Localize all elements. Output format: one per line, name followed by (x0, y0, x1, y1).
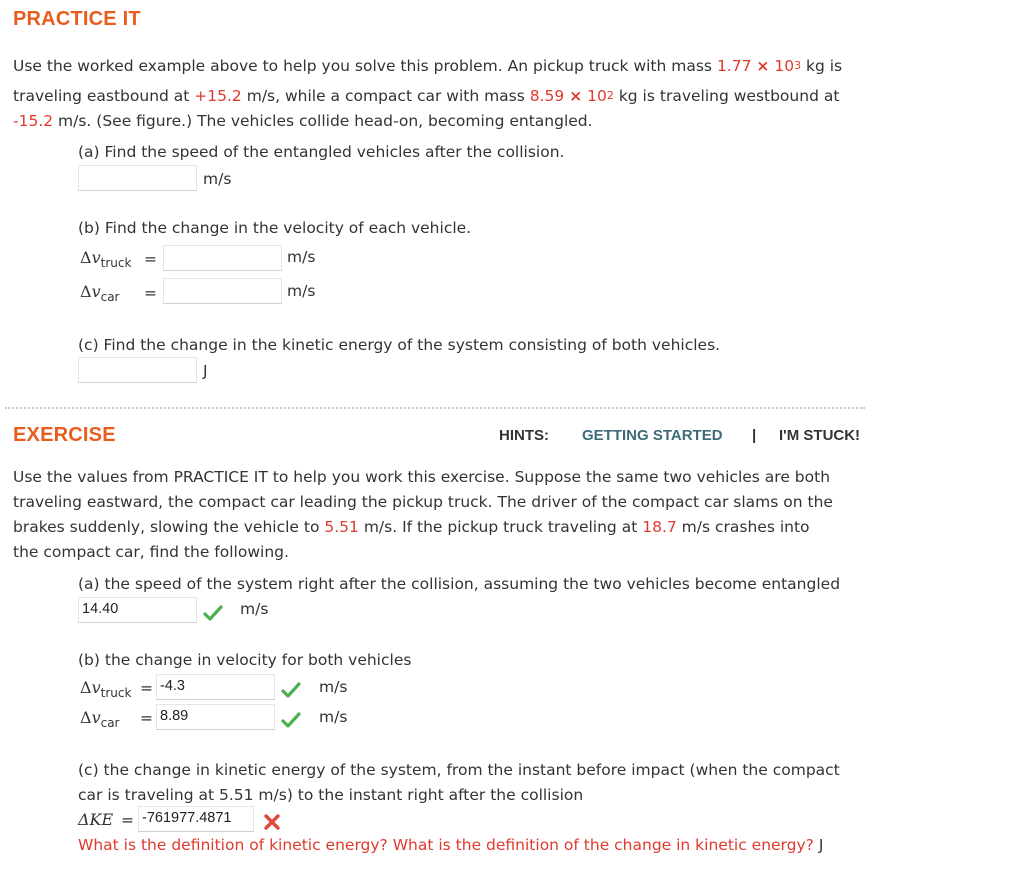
intro-text: kg is (801, 57, 843, 75)
exercise-delta-v-truck-input[interactable]: -4.3 (156, 674, 275, 700)
hints-separator: | (752, 427, 757, 444)
truck-speed: 18.7 (642, 518, 677, 536)
cross-icon (262, 812, 282, 832)
exercise-part-a-input[interactable]: 14.40 (78, 597, 197, 623)
car-velocity: -15.2 (13, 112, 54, 130)
practice-part-b-prompt: (b) Find the change in the velocity of each vehicle. (78, 219, 472, 237)
hints-label: HINTS: (499, 427, 549, 444)
equals-sign: = (140, 709, 153, 727)
practice-delta-v-car-unit: m/s (287, 282, 316, 300)
practice-intro-line-1 (13, 54, 842, 81)
practice-part-c-prompt: (c) Find the change in the kinetic energy of the system consisting of both vehicles. (78, 336, 721, 354)
car-speed: 5.51 (324, 518, 359, 536)
equals-sign: = (121, 811, 134, 829)
exercise-heading: EXERCISE (13, 424, 116, 446)
truck-velocity: +15.2 (194, 87, 242, 105)
practice-intro-line-3: -15.2 m/s. (See figure.) The vehicles collide head-on, becoming entangled. (13, 112, 593, 130)
practice-part-a-input[interactable] (78, 165, 197, 191)
exercise-part-c-input[interactable]: -761977.4871 (138, 806, 254, 832)
feedback-message: What is the definition of kinetic energy? What is the definition of the change in kinetic energy? (78, 836, 814, 854)
exercise-part-c-prompt-line-1: (c) the change in kinetic energy of the system, from the instant before impact (when the compact (78, 761, 840, 779)
car-mass: $8.59 \times 10^2$ (529, 87, 614, 105)
equals-sign: = (140, 679, 153, 697)
practice-part-a-unit: m/s (203, 170, 232, 188)
checkmark-icon (203, 604, 223, 622)
practice-delta-v-car-input[interactable] (163, 278, 282, 304)
equals-sign: = (144, 284, 157, 302)
im-stuck-link[interactable]: I'M STUCK! (779, 427, 861, 444)
exercise-part-c-unit: J (818, 836, 824, 854)
getting-started-link[interactable]: GETTING STARTED (582, 427, 723, 444)
checkmark-icon (281, 711, 301, 729)
exercise-intro-line-2: traveling eastward, the compact car leading the pickup truck. The driver of the compact car slams on the (13, 493, 833, 511)
exercise-part-b-prompt: (b) the change in velocity for both vehicles (78, 651, 412, 669)
practice-delta-v-truck-input[interactable] (163, 245, 282, 271)
intro-text: Use the worked example above to help you solve this problem. An pickup truck with mass (13, 57, 717, 75)
delta-ke-label: ΔKE (78, 810, 114, 829)
exercise-part-c-prompt-line-2: car is traveling at 5.51 m/s) to the instant right after the collision (78, 786, 584, 804)
checkmark-icon (281, 681, 301, 699)
exercise-delta-v-car-unit: m/s (319, 708, 348, 726)
delta-v-car-label: $\Delta v_{car}$ (80, 708, 120, 730)
delta-v-car-label: $\Delta v_{car}$ (80, 282, 120, 304)
delta-v-truck-label: $\Delta v_{truck}$ (80, 248, 132, 270)
exercise-intro-line-4: the compact car, find the following. (13, 543, 289, 561)
equals-sign: = (144, 250, 157, 268)
exercise-delta-v-car-input[interactable]: 8.89 (156, 704, 275, 730)
practice-part-c-unit: J (203, 362, 208, 380)
practice-intro-line-2: traveling eastbound at +15.2 m/s, while a compact car with mass $8.59 \times 10^2$ kg is traveling westbound at (13, 87, 840, 105)
exercise-intro-line-3: brakes suddenly, slowing the vehicle to 5.51 m/s. If the pickup truck traveling at 18.7 m/s crashes into (13, 518, 810, 536)
practice-it-heading: PRACTICE IT (13, 8, 141, 30)
truck-mass: $1.77 \times 10^3$ (716, 57, 802, 75)
exercise-part-a-prompt: (a) the speed of the system right after the collision, assuming the two vehicles become entangled (78, 575, 841, 593)
exercise-intro-line-1: Use the values from PRACTICE IT to help you work this exercise. Suppose the same two vehicles are both (13, 468, 831, 486)
feedback-line (78, 836, 823, 854)
section-divider (5, 407, 865, 409)
practice-delta-v-truck-unit: m/s (287, 248, 316, 266)
practice-part-c-input[interactable] (78, 357, 197, 383)
delta-v-truck-label: $\Delta v_{truck}$ (80, 678, 132, 700)
practice-part-a-prompt: (a) Find the speed of the entangled vehicles after the collision. (78, 143, 565, 161)
exercise-part-a-unit: m/s (240, 600, 269, 618)
exercise-delta-v-truck-unit: m/s (319, 678, 348, 696)
